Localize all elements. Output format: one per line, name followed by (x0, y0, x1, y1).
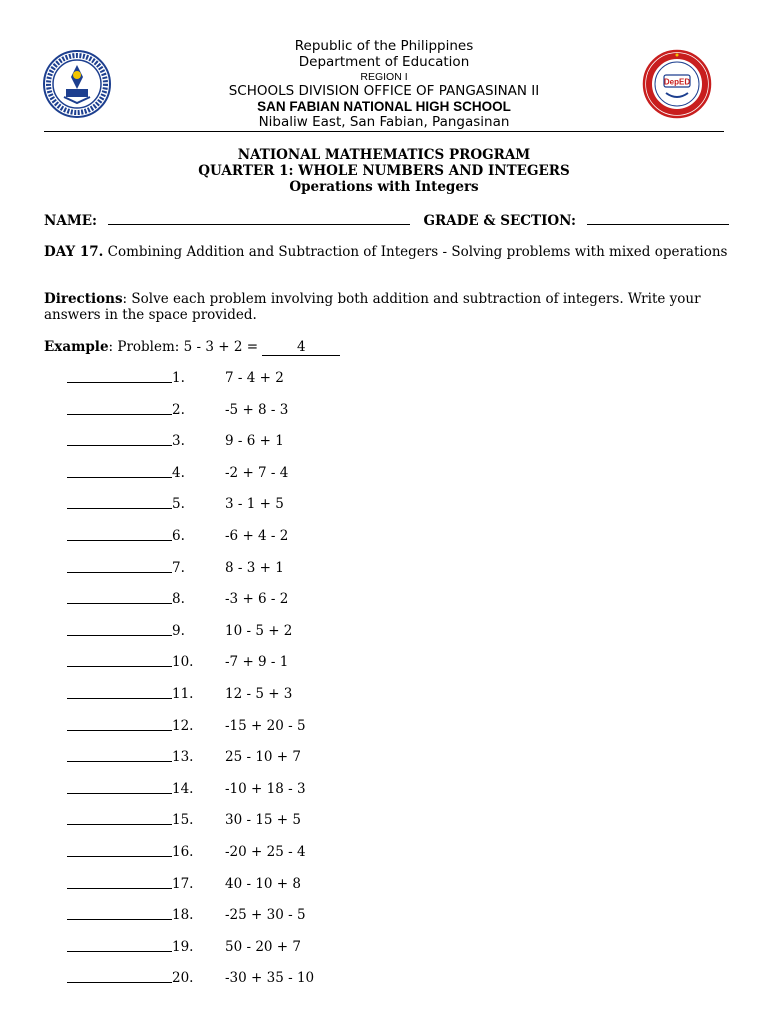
answer-blank[interactable] (67, 572, 172, 573)
answer-blank[interactable] (67, 540, 172, 541)
problem-expression: -3 + 6 - 2 (225, 591, 289, 608)
problem-expression: 8 - 3 + 1 (225, 559, 284, 576)
answer-blank[interactable] (67, 635, 172, 636)
answer-blank[interactable] (67, 888, 172, 889)
problem-number: 7. (172, 559, 185, 576)
problem-expression: -25 + 30 - 5 (225, 907, 306, 924)
problem-number: 12. (172, 717, 194, 734)
problem-expression: -20 + 25 - 4 (225, 844, 306, 860)
topic-title: Operations with Integers (289, 179, 479, 195)
answer-blank[interactable] (67, 445, 172, 446)
problem-number: 13. (172, 749, 194, 766)
answer-blank[interactable] (67, 761, 172, 762)
problem-number: 5. (172, 496, 185, 513)
quarter-title: QUARTER 1: WHOLE NUMBERS AND INTEGERS (198, 163, 570, 179)
header-address: Nibaliw East, San Fabian, Pangasinan (258, 114, 510, 130)
problem-number: 19. (172, 938, 194, 955)
problem-number: 20. (172, 970, 194, 987)
problem-number: 16. (172, 844, 194, 860)
answer-blank[interactable] (67, 982, 172, 983)
day-text: Combining Addition and Subtraction of Integers - Solving problems with mixed operations (103, 244, 728, 260)
answer-blank[interactable] (67, 919, 172, 920)
name-label: NAME: (44, 213, 98, 229)
header-divider (44, 131, 724, 132)
problem-expression: 3 - 1 + 5 (225, 496, 284, 513)
problem-number: 4. (172, 464, 185, 481)
problem-expression: -6 + 4 - 2 (225, 528, 289, 544)
problem-number: 3. (172, 433, 185, 450)
header-department: Department of Education (298, 54, 470, 70)
answer-blank[interactable] (67, 666, 172, 667)
problem-expression: 10 - 5 + 2 (225, 622, 293, 639)
svg-text:DepED: DepED (663, 77, 691, 87)
answer-blank[interactable] (67, 793, 172, 794)
problem-number: 18. (172, 907, 194, 924)
problem-expression: 12 - 5 + 3 (225, 686, 293, 702)
problem-expression: 30 - 15 + 5 (225, 812, 301, 829)
example-row (44, 339, 340, 356)
answer-blank[interactable] (67, 508, 172, 509)
example-text: : Problem: 5 - 3 + 2 = (108, 339, 263, 355)
problem-number: 2. (172, 401, 185, 418)
answer-blank[interactable] (67, 824, 172, 825)
header-division: SCHOOLS DIVISION OFFICE OF PANGASINAN II (228, 83, 540, 99)
program-title: NATIONAL MATHEMATICS PROGRAM (237, 147, 531, 163)
answer-blank[interactable] (67, 414, 172, 415)
answer-blank[interactable] (67, 603, 172, 604)
answer-blank[interactable] (67, 951, 172, 952)
example-answer: 4 (262, 339, 340, 356)
header-region: REGION I (360, 71, 408, 83)
problem-number: 15. (172, 812, 194, 829)
answer-blank[interactable] (67, 856, 172, 857)
problem-number: 9. (172, 622, 185, 639)
problem-expression: -30 + 35 - 10 (225, 970, 315, 987)
header-republic: Republic of the Philippines (294, 38, 474, 54)
answer-blank[interactable] (67, 730, 172, 731)
problem-expression: 50 - 20 + 7 (225, 938, 301, 955)
answer-blank[interactable] (67, 382, 172, 383)
directions (44, 291, 734, 323)
directions-label: Directions (44, 291, 123, 307)
answer-blank[interactable] (67, 698, 172, 699)
answer-blank[interactable] (67, 477, 172, 478)
example-label: Example (44, 339, 109, 355)
problem-number: 14. (172, 780, 194, 797)
name-grade-row (44, 212, 729, 229)
problem-expression: -15 + 20 - 5 (225, 717, 306, 734)
problem-expression: 7 - 4 + 2 (225, 370, 284, 386)
grade-section-field[interactable] (587, 212, 729, 225)
grade-section-label: GRADE & SECTION: (423, 213, 576, 229)
problem-expression: -5 + 8 - 3 (225, 401, 289, 418)
problem-number: 10. (172, 654, 194, 671)
problem-number: 17. (172, 875, 194, 892)
problem-number: 11. (172, 686, 194, 702)
name-field[interactable] (108, 212, 410, 225)
problem-expression: 25 - 10 + 7 (225, 749, 301, 766)
problem-expression: 40 - 10 + 8 (225, 875, 301, 892)
problem-expression: 9 - 6 + 1 (225, 433, 284, 450)
problem-number: 8. (172, 591, 185, 608)
problem-number: 1. (172, 370, 185, 386)
problem-expression: -2 + 7 - 4 (225, 464, 289, 481)
problem-expression: -7 + 9 - 1 (225, 654, 289, 671)
problem-number: 6. (172, 528, 185, 544)
header-school: SAN FABIAN NATIONAL HIGH SCHOOL (257, 99, 511, 114)
day-instructions (44, 244, 734, 260)
problem-expression: -10 + 18 - 3 (225, 780, 306, 797)
day-label: DAY 17. (44, 244, 104, 260)
directions-text: : Solve each problem involving both addition and subtraction of integers. Write your answers in the space provided. (44, 291, 701, 323)
